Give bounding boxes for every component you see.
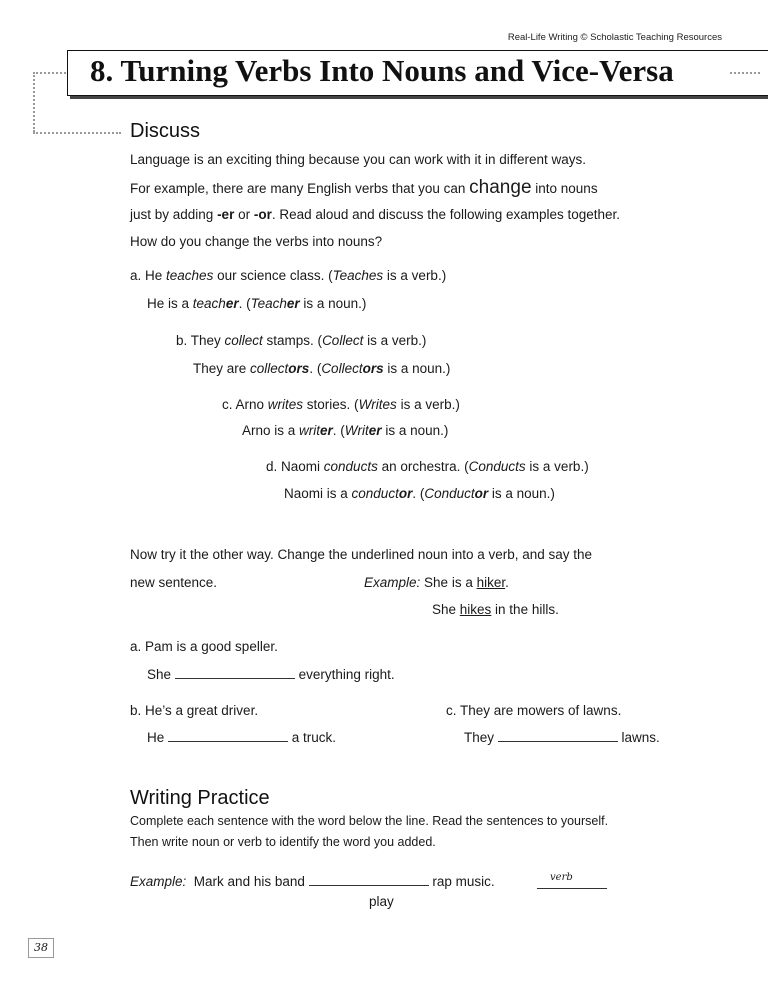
answer-blank[interactable] — [537, 888, 607, 889]
instruction-line: Then write noun or verb to identify the word you added. — [130, 835, 436, 849]
page-title: 8. Turning Verbs Into Nouns and Vice-Versa — [90, 53, 674, 88]
example-verb-line: d. Naomi conducts an orchestra. (Conducts is a verb.) — [266, 459, 589, 474]
example-verb-line: a. He teaches our science class. (Teaches is a verb.) — [130, 268, 447, 283]
exercise-answer-line: They lawns. — [464, 730, 660, 745]
section-heading-discuss: Discuss — [130, 120, 201, 142]
answer-blank[interactable] — [175, 678, 295, 679]
example-verb-line: b. They collect stamps. (Collect is a verb.) — [176, 333, 427, 348]
example-noun-line: He is a teacher. (Teacher is a noun.) — [147, 296, 367, 311]
exercise-question: b. He’s a great driver. — [130, 703, 259, 718]
intro-line: Language is an exciting thing because you can work with it in different ways. — [130, 152, 587, 167]
answer-blank[interactable] — [498, 741, 618, 742]
writing-example-line: Example: Mark and his band rap music. — [130, 874, 495, 889]
decorative-dots — [33, 72, 66, 74]
instruction-line: new sentence. — [130, 575, 218, 590]
intro-line: How do you change the verbs into nouns? — [130, 234, 383, 249]
exercise-answer-line: She everything right. — [147, 667, 395, 682]
copyright-line: Real-Life Writing © Scholastic Teaching Resources — [507, 32, 722, 43]
decorative-dots — [33, 132, 121, 134]
word-below-line: play — [369, 894, 394, 909]
handwritten-answer: verb — [550, 872, 573, 883]
answer-blank[interactable] — [168, 741, 288, 742]
instruction-line: Complete each sentence with the word below the line. Read the sentences to yourself. — [130, 814, 609, 828]
example-line: Example: She is a hiker. — [364, 575, 509, 590]
example-verb-line: c. Arno writes stories. (Writes is a verb.) — [222, 397, 460, 412]
example-noun-line: They are collectors. (Collectors is a noun.) — [193, 361, 451, 376]
intro-line: just by adding -er or -or. Read aloud and discuss the following examples together. — [130, 207, 621, 222]
exercise-answer-line: He a truck. — [147, 730, 337, 745]
decorative-dots — [33, 72, 35, 132]
answer-blank[interactable] — [309, 885, 429, 886]
page-number: 38 — [28, 938, 54, 958]
exercise-question: a. Pam is a good speller. — [130, 639, 278, 654]
exercise-question: c. They are mowers of lawns. — [446, 703, 622, 718]
example-noun-line: Arno is a writer. (Writer is a noun.) — [242, 423, 449, 438]
example-line: She hikes in the hills. — [432, 602, 559, 617]
section-heading-writing-practice: Writing Practice — [130, 787, 270, 809]
intro-line: For example, there are many English verbs that you can change into nouns — [130, 177, 598, 198]
example-noun-line: Naomi is a conductor. (Conductor is a noun.) — [284, 486, 555, 501]
instruction-line: Now try it the other way. Change the underlined noun into a verb, and say the — [130, 547, 593, 562]
